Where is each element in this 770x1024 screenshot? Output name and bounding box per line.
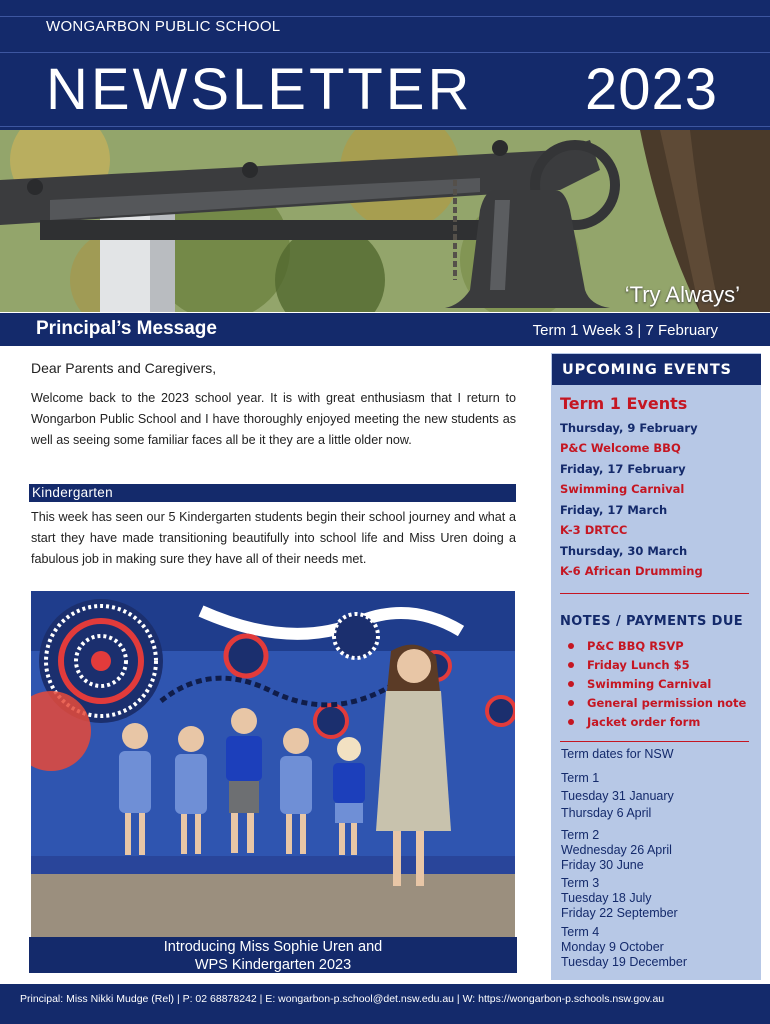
kindergarten-heading: Kindergarten [29,484,516,502]
event-name: P&C Welcome BBQ [560,441,681,455]
term-label: Term 2 [561,828,600,842]
issue-date: Term 1 Week 3 | 7 February [532,322,718,339]
term-start: Tuesday 31 January [561,789,674,803]
caption-line: WPS Kindergarten 2023 [194,957,352,973]
event-date: Thursday, 9 February [560,421,698,435]
term-dates-block [561,771,674,822]
notes-payments-title: NOTES / PAYMENTS DUE [560,614,744,629]
term-label: Term 4 [561,925,600,939]
term-end: Friday 30 June [561,858,644,872]
term-dates-block [561,925,687,970]
masthead-rule [0,52,770,53]
bullet-icon [568,662,574,668]
footer-contact: Principal: Miss Nikki Mudge (Rel) | P: 02 68878242 | E: wongarbon-p.school@det.nsw.edu.au | W: https://wongarbon-p.schools.nsw.gov.au [0,984,770,1024]
newsletter-title: NEWSLETTER [46,57,473,122]
masthead-rule [0,126,770,127]
sidebar-divider [560,593,749,594]
term-start: Monday 9 October [561,940,664,954]
term-dates-title: Term dates for NSW [561,747,674,761]
term-label: Term 3 [561,876,600,890]
bullet-icon [568,681,574,687]
event-name: K-6 African Drumming [560,564,703,578]
list-item [568,656,746,675]
term-start: Tuesday 18 July [561,891,652,905]
list-item [568,637,746,656]
school-name: WONGARBON PUBLIC SCHOOL [46,18,281,35]
masthead [0,0,770,130]
kindergarten-mural-illustration [31,591,515,937]
term-end: Thursday 6 April [561,806,652,820]
kindergarten-photo [31,591,515,937]
notes-list [568,637,746,732]
term-end: Tuesday 19 December [561,955,687,969]
event-date: Friday, 17 February [560,462,686,476]
term-label: Term 1 [561,771,600,785]
newsletter-year: 2023 [584,57,718,122]
bullet-icon [568,700,574,706]
note-label: Swimming Carnival [587,677,712,691]
event-name: Swimming Carnival [560,482,685,496]
note-label: Friday Lunch $5 [587,658,690,672]
bullet-icon [568,719,574,725]
welcome-paragraph: Welcome back to the 2023 school year. It is with great enthusiasm that I return to Wongarbon Public School and I have thoroughly enjoyed meeting the new students as well as seeing some familiar faces all be it they are a little older now. [31,391,516,447]
note-label: General permission note [587,696,747,710]
event-date: Friday, 17 March [560,503,668,517]
term1-events [560,394,756,583]
note-label: P&C BBQ RSVP [587,639,684,653]
list-item [568,675,746,694]
sidebar-divider [560,741,749,742]
event-name: K-3 DRTCC [560,523,628,537]
list-item [568,713,746,732]
school-motto: ‘Try Always’ [624,282,740,307]
term-end: Friday 22 September [561,906,678,920]
photo-caption [29,937,517,973]
masthead-rule [0,16,770,17]
greeting: Dear Parents and Caregivers, [31,360,217,376]
event-date: Thursday, 30 March [560,544,688,558]
term-dates-block [561,828,672,873]
term-dates-block [561,876,678,921]
term-events-title: Term 1 Events [560,394,688,413]
kindergarten-paragraph: This week has seen our 5 Kindergarten students begin their school journey and what a start they have made transitioning beautifully into school life and Miss Uren doing a fabulous job in making sure they have all of their needs met. [31,510,516,566]
principal-message-title: Principal’s Message [36,318,217,339]
note-label: Jacket order form [587,715,701,729]
bullet-icon [568,643,574,649]
caption-line: Introducing Miss Sophie Uren and [163,939,383,955]
list-item [568,694,746,713]
upcoming-events-heading: UPCOMING EVENTS [552,354,761,385]
term-start: Wednesday 26 April [561,843,672,857]
